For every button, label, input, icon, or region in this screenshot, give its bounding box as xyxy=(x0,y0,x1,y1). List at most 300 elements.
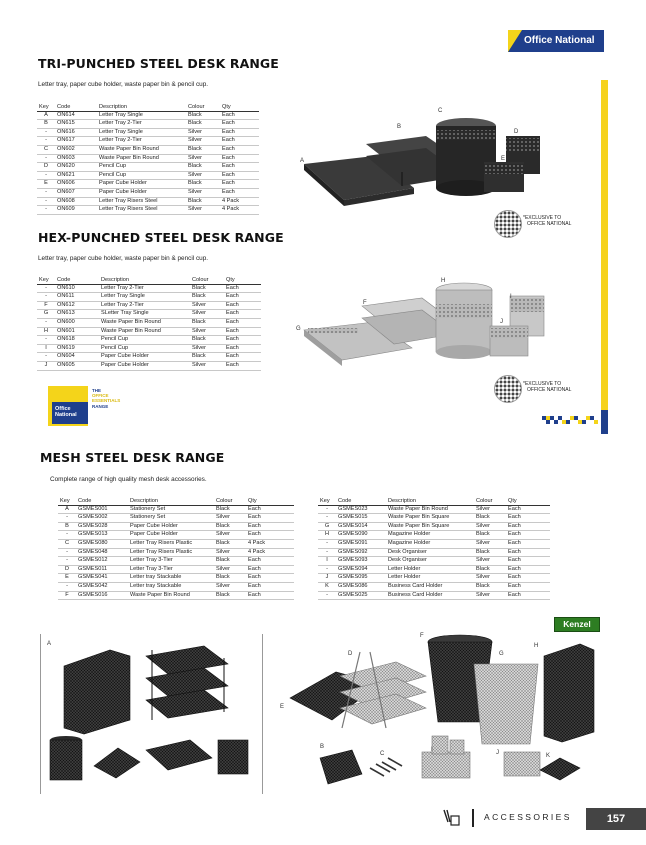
cell-key: - xyxy=(37,171,55,180)
table-row xyxy=(318,574,550,583)
col-colour: Colour xyxy=(190,277,224,284)
cell-key: - xyxy=(58,582,76,591)
product-key-g: G xyxy=(296,326,301,332)
cell-colour: Silver xyxy=(214,582,246,591)
table-row xyxy=(318,522,550,531)
cell-code: GSMES042 xyxy=(76,582,128,591)
card-holder-black xyxy=(94,748,140,778)
cell-code: GSMES012 xyxy=(76,557,128,566)
cell-colour: Silver xyxy=(474,539,506,548)
cell-code: GSMES028 xyxy=(76,522,128,531)
cell-description: Letter tray Stackable xyxy=(128,582,214,591)
cell-description: Stationery Set xyxy=(128,505,214,514)
col-code: Code xyxy=(55,277,99,284)
cell-description: Letter Tray 2-Tier xyxy=(99,301,190,310)
cell-colour: Silver xyxy=(190,361,224,370)
cell-qty: Each xyxy=(506,522,550,531)
table-header-row xyxy=(318,498,550,505)
cell-description: Letter tray Stackable xyxy=(128,574,214,583)
cell-key: - xyxy=(37,197,55,206)
cell-colour: Black xyxy=(214,574,246,583)
essentials-side-4: RANGE xyxy=(92,403,109,409)
cell-key: I xyxy=(318,557,336,566)
table-row xyxy=(37,180,259,189)
cell-description: Stationery Set xyxy=(128,514,214,523)
table-row xyxy=(37,145,259,154)
cell-code: GSMES080 xyxy=(76,539,128,548)
cell-key: - xyxy=(58,548,76,557)
cell-colour: Black xyxy=(186,180,220,189)
col-key: Key xyxy=(37,104,55,111)
hex-punched-product-photo xyxy=(294,274,556,386)
card-holder-black xyxy=(540,758,580,780)
cell-qty: Each xyxy=(224,318,261,327)
cell-description: Waste Paper Bin Round xyxy=(128,591,214,600)
right-blue-bar xyxy=(601,410,608,434)
cell-colour: Silver xyxy=(186,188,220,197)
footer-separator xyxy=(472,809,474,827)
table-row xyxy=(37,344,261,353)
cell-description: Letter Tray 2-Tier xyxy=(99,284,190,293)
cell-code: GSMES094 xyxy=(336,565,386,574)
cell-key: - xyxy=(318,565,336,574)
table-row xyxy=(37,154,259,163)
cell-qty: Each xyxy=(220,137,259,146)
product-key-f: F xyxy=(363,300,367,306)
cell-qty: Each xyxy=(220,188,259,197)
table-row xyxy=(37,301,261,310)
letter-tray-3-tier-black xyxy=(146,646,228,720)
cell-description: Waste Paper Bin Round xyxy=(97,145,186,154)
product-key-a: A xyxy=(300,158,305,164)
section-intro-hex: Letter tray, paper cube holder, waste paper bin & pencil cup. xyxy=(38,255,209,262)
cell-qty: Each xyxy=(224,284,261,293)
cell-code: GSMES093 xyxy=(336,557,386,566)
cell-colour: Black xyxy=(474,514,506,523)
cell-colour: Black xyxy=(190,284,224,293)
cell-qty: Each xyxy=(224,353,261,362)
cell-colour: Silver xyxy=(214,531,246,540)
cell-key: B xyxy=(37,120,55,129)
product-key-j: J xyxy=(500,319,503,325)
cell-description: Magazine Holder xyxy=(386,539,474,548)
col-key: Key xyxy=(58,498,76,505)
cell-key: D xyxy=(37,163,55,172)
cell-description: Letter Holder xyxy=(386,574,474,583)
cell-code: ON614 xyxy=(55,111,97,120)
cell-qty: Each xyxy=(220,180,259,189)
table-row xyxy=(318,582,550,591)
cell-colour: Black xyxy=(186,163,220,172)
cell-qty: Each xyxy=(220,111,259,120)
table-row xyxy=(58,539,294,548)
product-key-g: G xyxy=(499,651,504,657)
table-header-row xyxy=(37,277,261,284)
cell-description: Paper Cube Holder xyxy=(97,188,186,197)
table-row xyxy=(58,531,294,540)
table-row xyxy=(58,591,294,600)
essentials-logo-text xyxy=(55,406,77,418)
cell-code: GSMES002 xyxy=(76,514,128,523)
cell-colour: Black xyxy=(474,582,506,591)
cell-colour: Black xyxy=(190,293,224,302)
cell-colour: Black xyxy=(190,336,224,345)
cell-qty: Each xyxy=(246,522,294,531)
cell-colour: Black xyxy=(186,145,220,154)
cell-key: K xyxy=(318,582,336,591)
cell-description: SLetter Tray Single xyxy=(99,310,190,319)
logo-text: Office National xyxy=(524,35,595,46)
table-row xyxy=(58,574,294,583)
cell-colour: Silver xyxy=(214,565,246,574)
cell-description: Business Card Holder xyxy=(386,582,474,591)
product-key-f: F xyxy=(420,633,424,639)
table-row xyxy=(58,505,294,514)
cell-qty: Each xyxy=(246,591,294,600)
exclusive-line-1: *EXCLUSIVE TO xyxy=(523,381,562,387)
cell-key: C xyxy=(58,539,76,548)
essentials-range-text xyxy=(92,388,120,409)
cell-key: - xyxy=(318,539,336,548)
product-key-h: H xyxy=(534,643,539,649)
cell-code: ON617 xyxy=(55,137,97,146)
table-row xyxy=(318,539,550,548)
cell-description: Pencil Cup xyxy=(97,163,186,172)
exclusive-badge-tri xyxy=(494,210,522,238)
col-key: Key xyxy=(37,277,55,284)
product-key-e: E xyxy=(280,704,285,710)
table-header-row xyxy=(58,498,294,505)
pencil-cup-black xyxy=(50,740,82,780)
col-colour: Colour xyxy=(186,104,220,111)
cell-key: I xyxy=(37,344,55,353)
cell-colour: Black xyxy=(186,197,220,206)
cell-key: - xyxy=(58,531,76,540)
cell-key: E xyxy=(37,180,55,189)
table-row xyxy=(37,327,261,336)
section-title-tri: TRI-PUNCHED STEEL DESK RANGE xyxy=(38,56,279,71)
col-colour: Colour xyxy=(214,498,246,505)
cell-code: GSMES095 xyxy=(336,574,386,583)
cell-code: GSMES092 xyxy=(336,548,386,557)
table-row xyxy=(37,318,261,327)
cell-colour: Silver xyxy=(190,310,224,319)
cell-code: GSMES015 xyxy=(336,514,386,523)
cube-holder-black xyxy=(146,740,212,770)
cell-description: Pencil Cup xyxy=(97,171,186,180)
cell-code: GSMES013 xyxy=(76,531,128,540)
cell-description: Desk Organiser xyxy=(386,548,474,557)
cell-colour: Black xyxy=(474,565,506,574)
cell-description: Waste Paper Bin Round xyxy=(99,327,190,336)
product-key-c: C xyxy=(438,108,443,114)
accessories-icon xyxy=(440,808,462,828)
cell-qty: Each xyxy=(224,327,261,336)
cell-key: - xyxy=(37,128,55,137)
cell-description: Letter Tray Risers Steel xyxy=(97,206,186,215)
col-key: Key xyxy=(318,498,336,505)
cell-code: GSMES086 xyxy=(336,582,386,591)
cell-code: ON603 xyxy=(55,154,97,163)
cell-description: Pencil Cup xyxy=(99,344,190,353)
cell-code: GSMES091 xyxy=(336,539,386,548)
table-row xyxy=(318,557,550,566)
cell-key: - xyxy=(37,137,55,146)
letter-tray-risers xyxy=(370,758,402,776)
cell-key: - xyxy=(37,154,55,163)
cell-qty: Each xyxy=(506,565,550,574)
cell-qty: 4 Pack xyxy=(220,206,259,215)
cell-key: H xyxy=(37,327,55,336)
cell-qty: 4 Pack xyxy=(246,548,294,557)
cell-code: ON620 xyxy=(55,163,97,172)
table-header-row xyxy=(37,104,259,111)
mesh-stationery-set-photo xyxy=(44,636,258,798)
cell-description: Waste Paper Bin Round xyxy=(386,505,474,514)
cell-code: ON610 xyxy=(55,284,99,293)
product-key-e: E xyxy=(501,156,506,162)
exclusive-note-tri xyxy=(523,215,571,227)
product-key-c: C xyxy=(380,751,385,757)
cell-colour: Black xyxy=(214,591,246,600)
col-qty: Qty xyxy=(220,104,259,111)
product-key-b: B xyxy=(397,124,402,130)
table-row xyxy=(58,565,294,574)
mesh-left-panel-border-left xyxy=(40,634,41,794)
col-qty: Qty xyxy=(506,498,550,505)
cell-qty: Each xyxy=(506,591,550,600)
essentials-logo-line-1: Office xyxy=(55,406,71,412)
table-row xyxy=(318,548,550,557)
cell-colour: Black xyxy=(474,531,506,540)
mesh-products-photo xyxy=(276,628,602,794)
cell-key: J xyxy=(318,574,336,583)
cell-code: ON613 xyxy=(55,310,99,319)
cell-code: GSMES023 xyxy=(336,505,386,514)
cell-qty: Each xyxy=(246,565,294,574)
cell-code: GSMES014 xyxy=(336,522,386,531)
cell-qty: 4 Pack xyxy=(220,197,259,206)
cell-colour: Silver xyxy=(214,548,246,557)
section-intro-tri: Letter tray, paper cube holder, waste paper bin & pencil cup. xyxy=(38,81,209,88)
cell-colour: Silver xyxy=(186,154,220,163)
table-row xyxy=(318,514,550,523)
cell-code: ON608 xyxy=(55,197,97,206)
cell-colour: Silver xyxy=(190,301,224,310)
cell-qty: Each xyxy=(246,514,294,523)
cell-description: Letter Tray 3-Tier xyxy=(128,565,214,574)
cell-key: - xyxy=(37,206,55,215)
col-description: Description xyxy=(386,498,474,505)
table-row xyxy=(37,137,259,146)
cell-code: GSMES048 xyxy=(76,548,128,557)
tri-punched-product-photo xyxy=(296,104,556,224)
col-qty: Qty xyxy=(224,277,261,284)
cell-code: GSMES011 xyxy=(76,565,128,574)
cell-colour: Silver xyxy=(214,514,246,523)
mesh-left-panel-border-right xyxy=(262,634,263,794)
cell-description: Waste Paper Bin Round xyxy=(97,154,186,163)
cell-code: ON611 xyxy=(55,293,99,302)
cell-qty: Each xyxy=(220,163,259,172)
cell-description: Waste Paper Bin Square xyxy=(386,514,474,523)
exclusive-line-2: OFFICE NATIONAL xyxy=(527,387,572,393)
table-row xyxy=(37,111,259,120)
magazine-holder-black xyxy=(544,644,594,742)
cell-colour: Silver xyxy=(190,327,224,336)
cell-colour: Silver xyxy=(474,505,506,514)
cell-key: - xyxy=(37,336,55,345)
cell-qty: Each xyxy=(506,531,550,540)
cell-qty: Each xyxy=(224,293,261,302)
cell-description: Paper Cube Holder xyxy=(99,361,190,370)
exclusive-note-hex xyxy=(523,381,571,393)
cell-description: Letter Tray Single xyxy=(97,128,186,137)
section-title-hex: HEX-PUNCHED STEEL DESK RANGE xyxy=(38,230,284,245)
cell-key: F xyxy=(58,591,76,600)
cell-code: ON612 xyxy=(55,301,99,310)
cell-colour: Black xyxy=(186,120,220,129)
cell-code: ON605 xyxy=(55,361,99,370)
bin-h xyxy=(436,290,492,352)
table-row xyxy=(37,361,261,370)
cell-qty: Each xyxy=(224,361,261,370)
cell-code: ON619 xyxy=(55,344,99,353)
cell-qty: Each xyxy=(246,557,294,566)
table-row xyxy=(37,120,259,129)
cell-description: Paper Cube Holder xyxy=(128,522,214,531)
cell-colour: Silver xyxy=(186,128,220,137)
cell-qty: Each xyxy=(506,582,550,591)
cell-code: ON609 xyxy=(55,206,97,215)
cell-code: ON618 xyxy=(55,336,99,345)
cell-code: GSMES090 xyxy=(336,531,386,540)
cell-qty: Each xyxy=(224,310,261,319)
cell-description: Letter Tray 3-Tier xyxy=(128,557,214,566)
table-row xyxy=(58,522,294,531)
cell-code: ON606 xyxy=(55,180,97,189)
cell-code: GSMES025 xyxy=(336,591,386,600)
cell-colour: Black xyxy=(214,505,246,514)
table-row xyxy=(58,582,294,591)
cell-key: - xyxy=(37,318,55,327)
cell-qty: Each xyxy=(506,505,550,514)
cell-key: - xyxy=(318,514,336,523)
cell-key: C xyxy=(37,145,55,154)
cell-description: Letter Tray 2-Tier xyxy=(97,137,186,146)
checker-stripe-decoration xyxy=(542,412,598,428)
table-row xyxy=(318,505,550,514)
table-row xyxy=(58,548,294,557)
table-row xyxy=(318,531,550,540)
table-row xyxy=(37,188,259,197)
col-description: Description xyxy=(99,277,190,284)
table-row xyxy=(37,163,259,172)
cell-qty: Each xyxy=(220,128,259,137)
cell-description: Desk Organiser xyxy=(386,557,474,566)
cell-colour: Silver xyxy=(190,344,224,353)
table-row xyxy=(37,284,261,293)
table-row xyxy=(37,353,261,362)
letter-holder-black xyxy=(218,740,248,774)
bin-square-silver xyxy=(474,664,538,744)
kenzel-brand-badge: Kenzel xyxy=(554,617,600,632)
table-row xyxy=(37,171,259,180)
cell-colour: Black xyxy=(214,557,246,566)
cell-qty: Each xyxy=(220,145,259,154)
table-row xyxy=(37,128,259,137)
cell-key: G xyxy=(37,310,55,319)
product-key-a: A xyxy=(47,641,52,647)
cell-colour: Silver xyxy=(186,206,220,215)
cell-description: Letter Tray 2-Tier xyxy=(97,120,186,129)
cell-key: H xyxy=(318,531,336,540)
exclusive-badge-hex xyxy=(494,375,522,403)
product-key-i: I xyxy=(431,747,433,753)
cell-code: ON615 xyxy=(55,120,97,129)
cell-key: E xyxy=(58,574,76,583)
cell-description: Waste Paper Bin Round xyxy=(99,318,190,327)
logo-flag-shape xyxy=(508,30,522,52)
col-code: Code xyxy=(55,104,97,111)
cell-key: - xyxy=(58,557,76,566)
cell-qty: 4 Pack xyxy=(246,539,294,548)
magazine-holder-black xyxy=(64,650,130,734)
cell-description: Waste Paper Bin Square xyxy=(386,522,474,531)
col-code: Code xyxy=(76,498,128,505)
cell-key: - xyxy=(58,514,76,523)
cell-qty: Each xyxy=(246,574,294,583)
product-key-d: D xyxy=(514,129,519,135)
essentials-side-1: THE xyxy=(92,388,101,393)
cell-colour: Black xyxy=(214,522,246,531)
exclusive-line-1: *EXCLUSIVE TO xyxy=(523,215,562,221)
cell-qty: Each xyxy=(224,336,261,345)
cell-key: - xyxy=(318,548,336,557)
table-row xyxy=(58,514,294,523)
table-row xyxy=(58,557,294,566)
cell-colour: Silver xyxy=(186,171,220,180)
cell-qty: Each xyxy=(506,514,550,523)
cell-qty: Each xyxy=(246,505,294,514)
col-description: Description xyxy=(128,498,214,505)
cell-description: Letter Holder xyxy=(386,565,474,574)
cell-key: - xyxy=(37,284,55,293)
cell-key: - xyxy=(37,293,55,302)
table-row xyxy=(318,591,550,600)
cell-qty: Each xyxy=(506,557,550,566)
cell-description: Business Card Holder xyxy=(386,591,474,600)
cell-key: - xyxy=(318,591,336,600)
footer-section-label: ACCESSORIES xyxy=(484,812,572,822)
cell-description: Letter Tray Risers Steel xyxy=(97,197,186,206)
cell-qty: Each xyxy=(224,301,261,310)
cell-key: J xyxy=(37,361,55,370)
cell-code: ON600 xyxy=(55,318,99,327)
cell-code: ON602 xyxy=(55,145,97,154)
right-yellow-bar xyxy=(601,80,608,410)
table-row xyxy=(318,565,550,574)
cell-description: Pencil Cup xyxy=(99,336,190,345)
cell-code: ON604 xyxy=(55,353,99,362)
cell-qty: Each xyxy=(246,582,294,591)
col-qty: Qty xyxy=(246,498,294,505)
table-row xyxy=(37,293,261,302)
cell-key: A xyxy=(37,111,55,120)
cell-key: G xyxy=(318,522,336,531)
cell-colour: Black xyxy=(190,318,224,327)
cell-code: ON607 xyxy=(55,188,97,197)
